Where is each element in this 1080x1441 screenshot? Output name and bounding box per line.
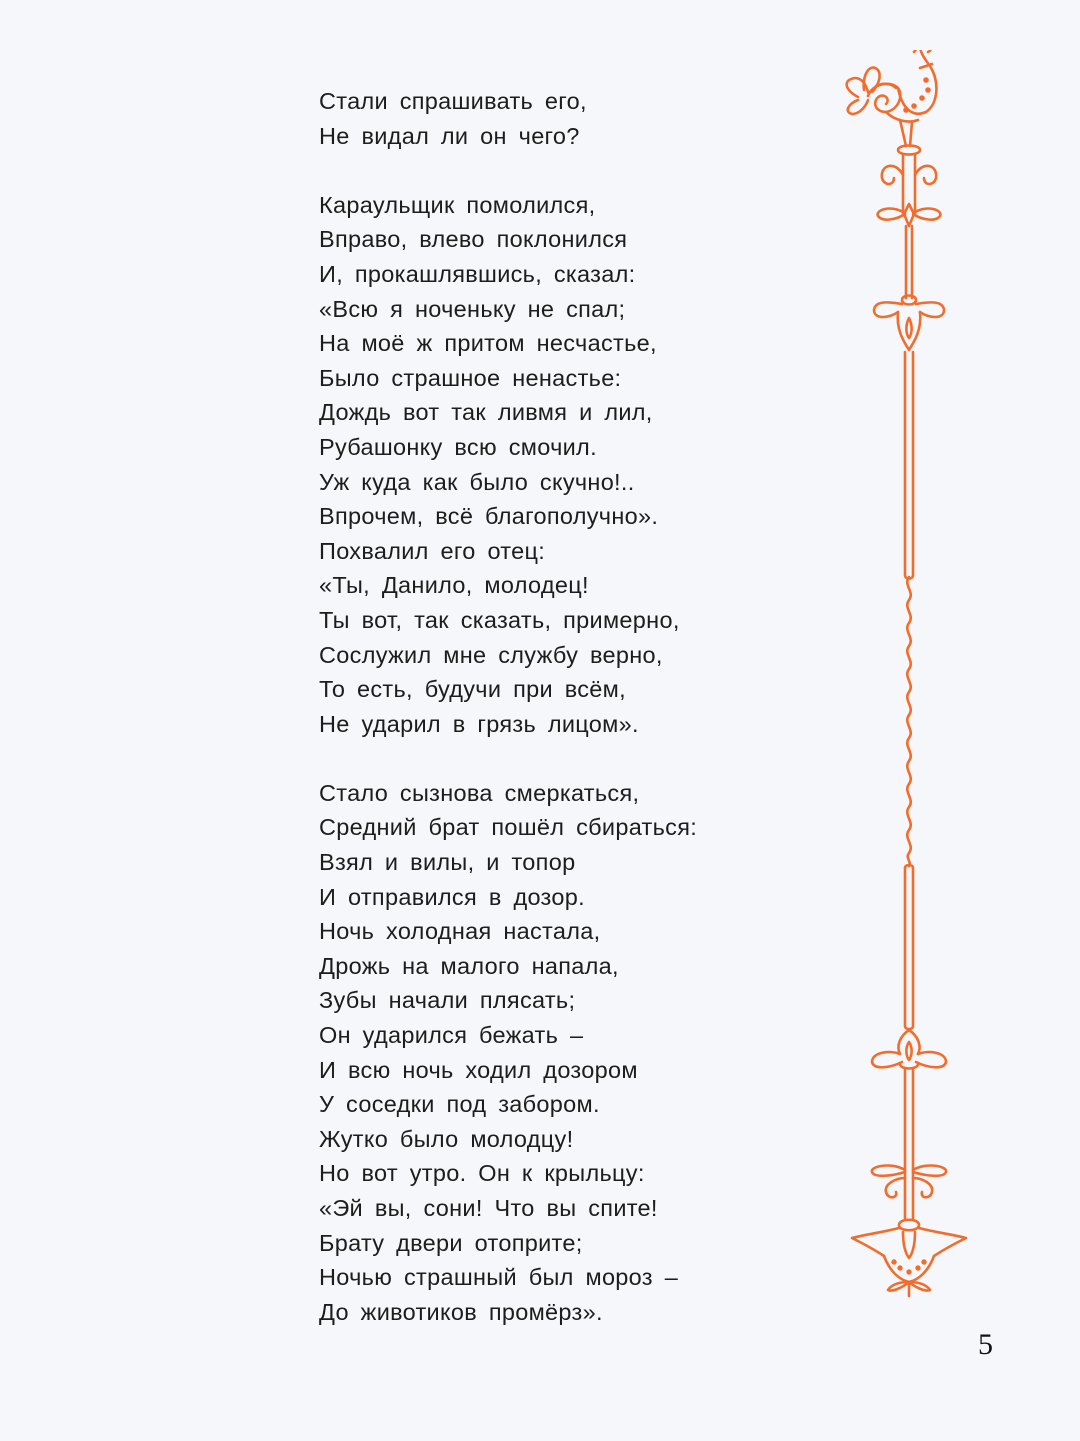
poem-line: Сослужил мне службу верно, [319,641,663,668]
poem-line: Жутко было молодцу! [319,1125,574,1152]
stanza-3 [319,776,819,1330]
poem-line: И всю ночь ходил дозором [319,1056,638,1083]
poem-line: И, прокашлявшись, сказал: [319,260,636,287]
poem-line: Впрочем, всё благополучно». [319,503,659,530]
poem-line: «Всю я ноченьку не спал; [319,295,626,322]
poem-line: Уж куда как было скучно!.. [319,468,635,495]
poem-line: Ночью страшный был мороз – [319,1264,679,1291]
poem-line: Средний брат пошёл сбираться: [319,814,698,841]
poem-line: Стали спрашивать его, [319,88,587,114]
poem-line: Зубы начали плясать; [319,987,576,1014]
poem-line: То есть, будучи при всём, [319,676,626,703]
poem-line: Дрожь на малого напала, [319,952,619,979]
poem-line: Но вот утро. Он к крыльцу: [319,1160,645,1187]
poem-line: Рубашонку всю смочил. [319,433,597,460]
firebird-icon [847,50,938,146]
poem-line: Ты вот, так сказать, примерно, [319,606,680,633]
firebird-column-ornament-icon [830,50,990,1310]
poem-line: Стало сызнова смеркаться, [319,779,640,806]
page-number: 5 [978,1328,993,1361]
poem-line: Было страшное ненастье: [319,364,622,391]
poem-line: Похвалил его отец: [319,537,546,564]
poem-line: Не видал ли он чего? [319,122,580,149]
poem-line: «Эй вы, сони! Что вы спите! [319,1195,658,1221]
poem-line: До животиков промёрз». [319,1298,603,1325]
poem-line: У соседки под забором. [319,1091,600,1118]
poem-line: Он ударился бежать – [319,1022,584,1049]
poem-text [319,84,819,1364]
poem-line: И отправился в дозор. [319,883,585,910]
poem-line: Вправо, влево поклонился [319,226,628,253]
stanza-1 [319,84,819,153]
poem-line: Брату двери отоприте; [319,1229,583,1256]
poem-line: На моё ж притом несчастье, [319,330,657,357]
poem-line: Ночь холодная настала, [319,918,601,945]
poem-line: Взял и вилы, и топор [319,849,576,876]
poem-line: «Ты, Данило, молодец! [319,572,589,599]
poem-line: Караульщик помолился, [319,191,596,218]
stanza-2 [319,188,819,742]
poem-line: Дождь вот так ливмя и лил, [319,399,653,426]
poem-line: Не ударил в грязь лицом». [319,710,639,737]
